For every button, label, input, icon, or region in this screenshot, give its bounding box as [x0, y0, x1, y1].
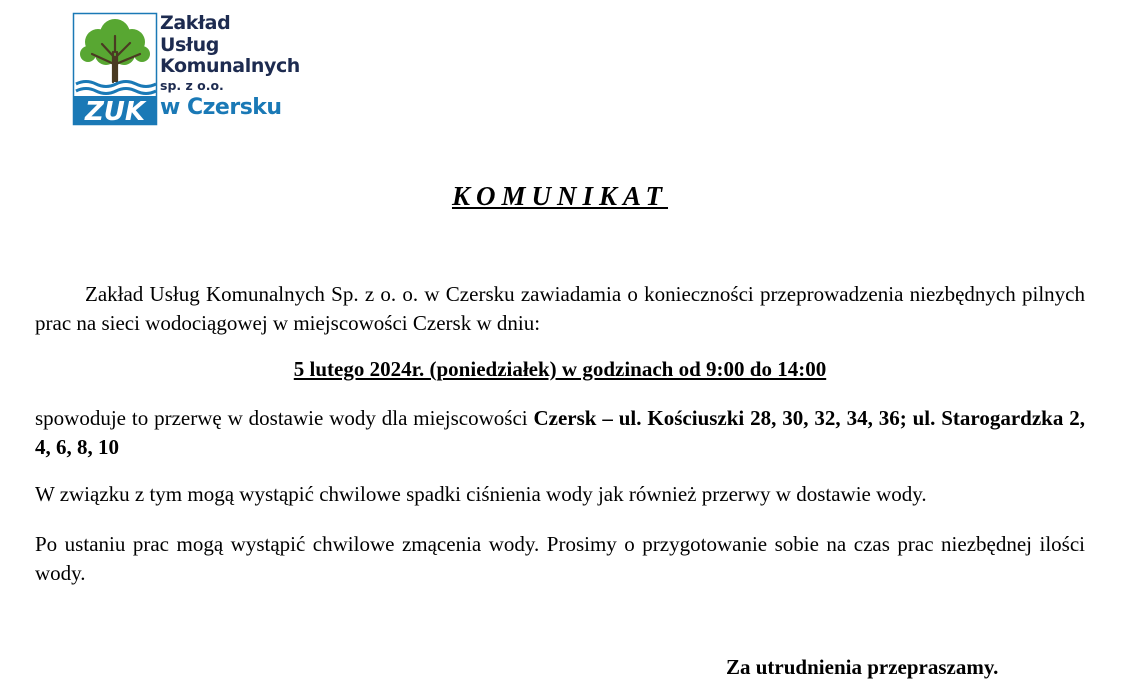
impact-prefix: spowoduje to przerwę w dostawie wody dla miejscowości — [35, 406, 534, 430]
logo-line-1: Zakład — [160, 12, 231, 34]
affected-locations: Czersk – ul. Kościuszki 28, 30, 32, 34, 36; ul. Starogardzka 2, 4, 6, 8, 10 — [35, 406, 1085, 459]
turbidity-note: Po ustaniu prac mogą wystąpić chwilowe zmącenia wody. Prosimy o przygotowanie sobie na czas prac niezbędnej ilości wody. — [35, 532, 1085, 585]
logo-badge: ZUK — [84, 97, 146, 126]
logo-line-3: Komunalnych — [160, 55, 300, 77]
logo-wordmark — [160, 14, 300, 119]
closing-apology: Za utrudnienia przepraszamy. — [726, 655, 999, 679]
company-logo — [72, 12, 317, 128]
logo-legal-form: sp. z o.o. — [160, 77, 224, 93]
pressure-note: W związku z tym mogą wystąpić chwilowe spadki ciśnienia wody jak również przerwy w dostawie wody. — [35, 482, 927, 506]
logo-city: w Czersku — [160, 94, 282, 120]
outage-date: 5 lutego 2024r. (poniedziałek) w godzinach od 9:00 do 14:00 — [293, 357, 827, 381]
document-title: KOMUNIKAT — [451, 181, 669, 211]
impact-paragraph — [35, 404, 1085, 462]
tree-water-logo-icon — [72, 12, 158, 126]
intro-paragraph: Zakład Usług Komunalnych Sp. z o. o. w Czersku zawiadamia o konieczności przeprowadzenia niezbędnych pilnych prac na sieci wodociągowej w miejscowości Czersk w dniu: — [35, 282, 1085, 335]
logo-line-2: Usług — [160, 33, 219, 56]
